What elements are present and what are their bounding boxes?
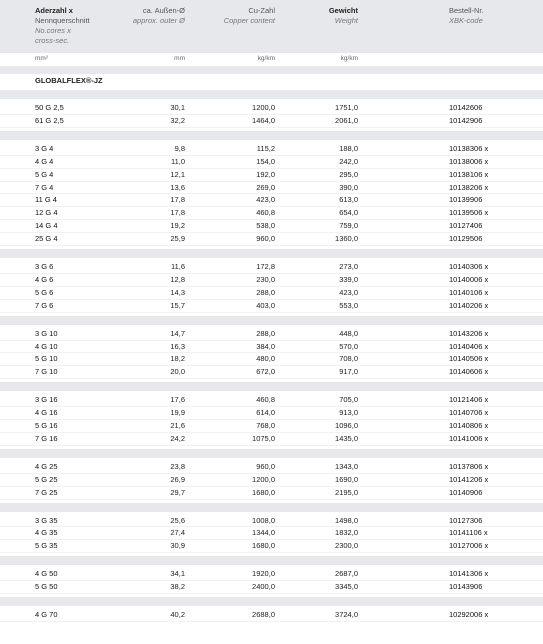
cell-weight: 917,0 [339,367,358,377]
cell-copper: 1200,0 [252,103,275,112]
cell-copper: 672,0 [256,367,275,377]
table-row [0,515,543,527]
cell-weight: 1360,0 [335,234,358,244]
table-row [0,287,543,299]
cell-copper: 1680,0 [252,487,275,497]
cell-diameter: 11,6 [170,262,185,271]
cell-code: 10127006 x [449,541,489,551]
table-row [0,102,543,114]
header-cores: Aderzahl x Nennquerschnitt No.cores x cross-sec. [35,6,90,45]
cell-copper: 614,0 [256,408,275,418]
cell-copper: 768,0 [256,421,275,430]
cell-cores: 5 G 35 [35,541,58,551]
cell-diameter: 24,2 [170,433,185,443]
section-title: GLOBALFLEX®-JZ [35,76,103,85]
header-outer-diameter: ca. Außen-Ø approx. outer Ø [132,6,185,25]
table-row [0,194,543,206]
separator-band [0,249,543,258]
cell-weight: 759,0 [339,221,358,231]
table-row [0,353,543,365]
table-row [0,182,543,194]
cell-cores: 4 G 70 [35,610,58,619]
unit-cross-sec: mm² [35,55,48,62]
cell-code: 10138106 x [449,169,489,179]
table-row [0,420,543,432]
table-row [0,366,543,378]
cell-copper: 460,8 [256,208,275,218]
separator-band [0,316,543,325]
table-row [0,609,543,621]
table-row [0,433,543,445]
cell-cores: 3 G 10 [35,328,58,338]
separator-band [0,556,543,565]
cell-weight: 553,0 [339,300,358,310]
cell-weight: 1690,0 [335,474,358,484]
table-row [0,300,543,312]
cell-code: 10141106 x [449,528,488,538]
cell-copper: 384,0 [256,341,275,351]
table-row [0,274,543,286]
separator-band [0,597,543,606]
cell-cores: 3 G 6 [35,262,54,271]
cell-cores: 61 G 2,5 [35,115,64,125]
table-row [0,394,543,406]
cell-cores: 7 G 16 [35,433,58,443]
cell-diameter: 19,2 [170,221,185,231]
cell-cores: 4 G 6 [35,274,54,284]
cell-code: 10140506 x [449,354,489,364]
separator-band [0,503,543,512]
cell-cores: 7 G 10 [35,367,58,377]
cell-code: 10141006 x [449,433,489,443]
cell-weight: 242,0 [339,156,358,166]
cell-copper: 1680,0 [252,541,275,551]
cell-copper: 172,8 [256,262,275,271]
cell-cores: 5 G 6 [35,287,54,297]
cell-diameter: 18,2 [170,354,185,364]
cell-code: 10142606 [449,103,483,112]
separator-band [0,131,543,140]
cell-weight: 3345,0 [335,582,358,592]
cell-code: 10121406 x [449,395,489,405]
cell-weight: 295,0 [339,169,358,179]
cell-cores: 3 G 35 [35,515,58,525]
table-row [0,143,543,155]
cell-code: 10127306 [449,515,483,525]
table-row [0,527,543,539]
header-copper: Cu-Zahl Copper content [223,6,275,25]
cell-code: 10140106 x [449,287,489,297]
cell-cores: 3 G 16 [35,395,58,405]
cell-copper: 1200,0 [252,474,275,484]
cell-code: 10139906 [449,195,483,205]
cell-cores: 3 G 4 [35,143,54,153]
cell-code: 10138306 x [449,143,489,153]
cell-diameter: 17,6 [170,395,185,405]
row-divider [0,445,543,446]
table-row [0,341,543,353]
cell-cores: 4 G 10 [35,341,58,351]
cell-weight: 390,0 [339,182,358,192]
cell-copper: 460,8 [256,395,275,405]
cell-diameter: 13,6 [170,182,185,192]
cell-copper: 1464,0 [252,115,275,125]
cell-diameter: 40,2 [170,610,185,619]
cell-cores: 4 G 16 [35,408,58,418]
cell-code: 10292006 x [449,610,489,619]
cell-code: 10140006 x [449,274,489,284]
cell-code: 10129506 [449,234,483,244]
cell-diameter: 12,8 [170,274,185,284]
table-row [0,461,543,473]
row-divider [0,593,543,594]
separator-band [0,449,543,458]
cell-diameter: 15,7 [170,300,185,310]
table-row [0,169,543,181]
unit-weight: kg/km [340,55,358,62]
cell-copper: 269,0 [256,182,275,192]
cell-code: 10143906 [449,582,483,592]
cell-diameter: 38,2 [170,582,185,592]
cell-diameter: 21,6 [170,421,185,430]
cell-cores: 4 G 4 [35,156,54,166]
cell-diameter: 9,8 [174,143,185,153]
cell-weight: 339,0 [339,274,358,284]
cell-code: 10141306 x [449,569,489,579]
row-divider [0,312,543,313]
cell-cores: 4 G 50 [35,569,58,579]
cell-diameter: 23,8 [170,461,185,471]
table-row [0,581,543,593]
unit-diameter: mm [174,55,185,62]
cell-weight: 1435,0 [335,433,358,443]
table-row [0,407,543,419]
cell-cores: 4 G 25 [35,461,58,471]
cell-copper: 1344,0 [252,528,275,538]
cell-copper: 423,0 [256,195,275,205]
cell-cores: 14 G 4 [35,221,58,231]
table-row [0,261,543,273]
table-row [0,568,543,580]
cell-copper: 192,0 [256,169,275,179]
separator-band [0,90,543,99]
cell-cores: 12 G 4 [35,208,58,218]
cell-diameter: 19,9 [170,408,185,418]
cell-copper: 288,0 [256,287,275,297]
cell-copper: 538,0 [256,221,275,231]
cell-code: 10138006 x [449,156,489,166]
cell-code: 10140606 x [449,367,489,377]
cell-weight: 188,0 [339,143,358,153]
cell-weight: 1096,0 [335,421,358,430]
cell-diameter: 17,8 [170,195,185,205]
cell-cores: 25 G 4 [35,234,58,244]
separator-band [0,382,543,391]
cell-weight: 654,0 [339,208,358,218]
cell-copper: 1008,0 [252,515,275,525]
cell-copper: 115,2 [256,143,275,153]
cell-copper: 1920,0 [252,569,275,579]
separator-band [0,66,543,74]
cell-diameter: 34,1 [170,569,185,579]
table-row [0,233,543,245]
cell-weight: 2061,0 [335,115,358,125]
cell-weight: 913,0 [339,408,358,418]
unit-copper: kg/km [257,55,275,62]
cell-diameter: 29,7 [170,487,185,497]
cell-diameter: 25,6 [170,515,185,525]
cell-code: 10127406 [449,221,483,231]
cell-weight: 1498,0 [335,515,358,525]
cell-diameter: 16,3 [170,341,185,351]
cell-copper: 2400,0 [252,582,275,592]
cell-weight: 448,0 [339,328,358,338]
table-row [0,156,543,168]
table-row [0,207,543,219]
table-header [0,0,543,53]
cell-weight: 3724,0 [335,610,358,619]
table-row [0,487,543,499]
cell-diameter: 14,3 [170,287,185,297]
row-divider [0,127,543,128]
cell-copper: 1075,0 [252,433,275,443]
cell-cores: 7 G 25 [35,487,58,497]
cell-code: 10140906 [449,487,483,497]
cell-weight: 1832,0 [335,528,358,538]
cell-weight: 2195,0 [335,487,358,497]
cell-code: 10142906 [449,115,483,125]
cell-weight: 570,0 [339,341,358,351]
cell-cores: 5 G 10 [35,354,58,364]
cell-copper: 480,0 [256,354,275,364]
cell-weight: 2687,0 [335,569,358,579]
cell-diameter: 14,7 [170,328,185,338]
cell-weight: 1343,0 [335,461,358,471]
cell-cores: 5 G 50 [35,582,58,592]
cell-code: 10140206 x [449,300,489,310]
cell-cores: 5 G 4 [35,169,54,179]
row-divider [0,378,543,379]
cell-code: 10140306 x [449,262,489,271]
cell-diameter: 30,1 [170,103,185,112]
cell-copper: 960,0 [256,461,275,471]
header-code: Bestell-Nr. XBK-code [449,6,484,25]
cell-copper: 288,0 [256,328,275,338]
cell-weight: 708,0 [339,354,358,364]
cell-code: 10143206 x [449,328,489,338]
table-row [0,474,543,486]
table-row [0,220,543,232]
cell-diameter: 11,0 [170,156,185,166]
cell-copper: 154,0 [256,156,275,166]
cell-diameter: 20,0 [170,367,185,377]
cell-code: 10141206 x [449,474,489,484]
table-row [0,540,543,552]
cell-code: 10140706 x [449,408,489,418]
cell-cores: 5 G 16 [35,421,58,430]
row-divider [0,245,543,246]
cell-copper: 230,0 [256,274,275,284]
cell-code: 10137806 x [449,461,489,471]
cell-diameter: 17,8 [170,208,185,218]
cell-copper: 2688,0 [252,610,275,619]
cell-diameter: 30,9 [170,541,185,551]
cell-code: 10139506 x [449,208,489,218]
cell-weight: 613,0 [339,195,358,205]
cell-weight: 1751,0 [335,103,358,112]
cell-code: 10138206 x [449,182,489,192]
cell-diameter: 27,4 [170,528,185,538]
cell-cores: 7 G 4 [35,182,54,192]
table-row [0,328,543,340]
header-weight: Gewicht Weight [328,6,358,25]
cell-diameter: 25,9 [170,234,185,244]
cell-cores: 11 G 4 [35,195,57,205]
cell-cores: 5 G 25 [35,474,58,484]
cell-weight: 423,0 [339,287,358,297]
cell-copper: 403,0 [256,300,275,310]
cell-weight: 2300,0 [335,541,358,551]
cell-code: 10140806 x [449,421,489,430]
row-divider [0,499,543,500]
cell-weight: 273,0 [339,262,358,271]
row-divider [0,621,543,622]
cell-cores: 50 G 2,5 [35,103,64,112]
units-row [0,53,543,65]
cell-weight: 705,0 [339,395,358,405]
cell-cores: 4 G 35 [35,528,58,538]
cell-cores: 7 G 6 [35,300,54,310]
row-divider [0,552,543,553]
cell-diameter: 26,9 [170,474,185,484]
cell-code: 10140406 x [449,341,489,351]
cell-copper: 960,0 [256,234,275,244]
cell-diameter: 12,1 [170,169,185,179]
cell-diameter: 32,2 [170,115,185,125]
table-row [0,115,543,127]
